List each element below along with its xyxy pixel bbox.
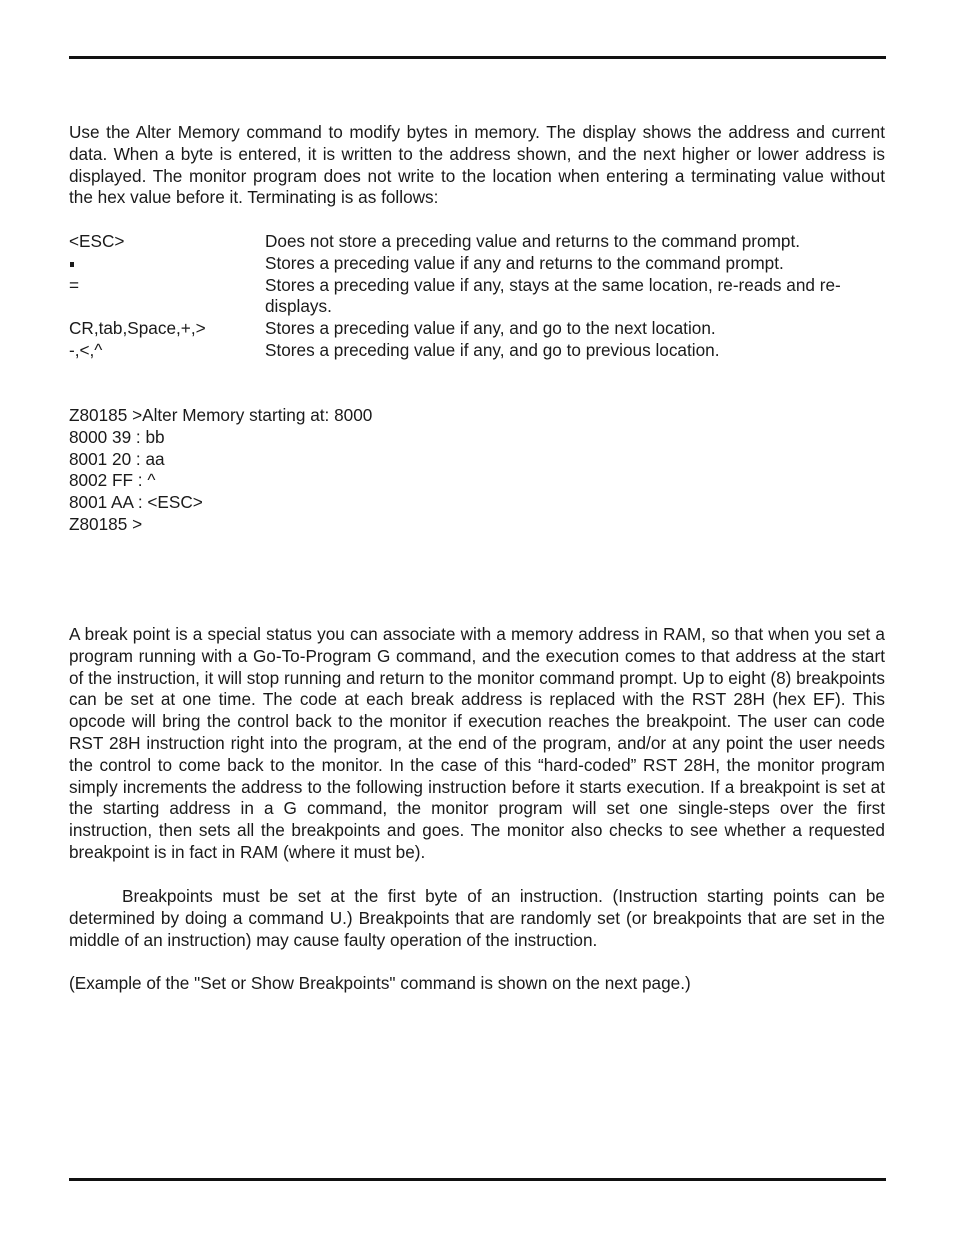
- header-rule: [69, 56, 886, 59]
- terminator-row: [69, 253, 885, 275]
- example-line: Z80185 >Alter Memory starting at: 8000: [69, 405, 373, 425]
- example-reference: (Example of the "Set or Show Breakpoints" command is shown on the next page.): [69, 973, 691, 993]
- footer-rule: [69, 1178, 886, 1181]
- terminator-table: [69, 231, 885, 362]
- terminator-description: Stores a preceding value if any, and go to the next location.: [265, 318, 716, 339]
- example-line: 8001 20 : aa: [69, 448, 165, 469]
- example-line: 8000 39 : bb: [69, 426, 165, 447]
- example-line: 8001 AA : <ESC>: [69, 492, 203, 513]
- example-line: 8002 FF : ^: [69, 470, 156, 491]
- example-line: Z80185 >: [69, 513, 143, 534]
- alter-memory-intro: Use the Alter Memory command to modify bytes in memory. The display shows the address and current data. When a byte is entered, it is written to the address shown, and the next higher or lower address is displayed. The monitor program does not write to the location when entering a terminating value without the hex value before it. Terminating is as follows:: [69, 122, 885, 208]
- terminator-key: <ESC>: [69, 231, 125, 251]
- terminator-key: =: [69, 274, 80, 295]
- terminator-row: [69, 318, 885, 340]
- terminator-key: CR,tab,Space,+,>: [69, 318, 206, 339]
- terminator-description: Stores a preceding value if any, and go to previous location.: [265, 339, 720, 360]
- breakpoint-description: A break point is a special status you can associate with a memory address in RAM, so that when you set a program running with a Go-To-Program G command, and the execution comes to that address at the start of the instruction, it will stop running and return to the monitor command prompt. Up to eight (8) breakpoints can be set at one time. The code at each break address is replaced with the RST 28H (hex EF). This opcode will bring the control back to the monitor if execution reaches the breakpoint. The user can code RST 28H instruction right into the program, at the end of the program, and/or at any point the user needs the control to come back to the monitor. In the case of this “hard-coded” RST 28H, the monitor program simply increments the address to the following instruction before it starts execution. If a breakpoint is set at the starting address in a G command, the monitor program will set one single-steps over the first instruction, then sets all the breakpoints and goes. The monitor also checks to see whether a requested breakpoint is in fact in RAM (where it must be).: [69, 624, 885, 862]
- terminator-description: Does not store a preceding value and returns to the command prompt.: [265, 231, 801, 251]
- terminator-description: Stores a preceding value if any and returns to the command prompt.: [265, 252, 784, 273]
- breakpoint-note: Breakpoints must be set at the first byte of an instruction. (Instruction starting points can be determined by doing a command U.) Breakpoints that are randomly set (or breakpoints that are set in the middle of an instruction) may cause faulty operation of the instruction.: [69, 886, 885, 950]
- alter-memory-example: [69, 405, 372, 536]
- terminator-row: [69, 275, 885, 319]
- terminator-key: -,<,^: [69, 339, 103, 360]
- terminator-row: [69, 231, 885, 253]
- terminator-description: Stores a preceding value if any, stays at the same location, re-reads and re-displays.: [265, 274, 841, 317]
- terminator-row: [69, 340, 885, 362]
- small-square-bullet-icon: [70, 262, 74, 267]
- terminator-key: [69, 253, 265, 275]
